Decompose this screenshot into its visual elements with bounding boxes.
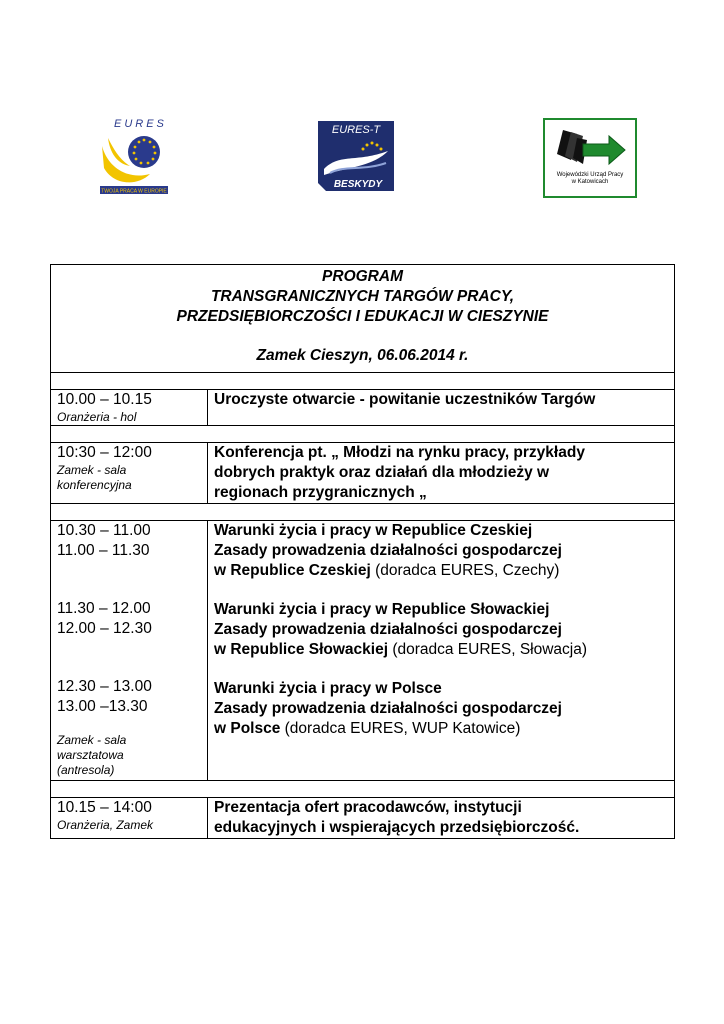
eures-t-beskydy-logo xyxy=(314,119,398,193)
program-header-row xyxy=(51,265,675,373)
spacer-row xyxy=(51,426,675,443)
time-cell xyxy=(51,798,208,839)
event-title: w Republice Słowackiej xyxy=(214,641,389,658)
event-title: Zasady prowadzenia działalności gospodarczej xyxy=(214,700,562,717)
time-text: 11.30 – 12.00 xyxy=(57,600,151,617)
event-line3: regionach przygranicznych „ xyxy=(214,484,427,501)
wup-katowice-logo xyxy=(543,118,637,198)
event-line1: Konferencja pt. „ Młodzi na rynku pracy, przykłady xyxy=(214,444,585,461)
eures-logo xyxy=(98,116,170,196)
event-note: (doradca EURES, WUP Katowice) xyxy=(280,720,521,737)
time-text: 10.30 – 11.00 xyxy=(57,522,151,539)
time-text: 12.00 – 12.30 xyxy=(57,620,152,637)
event-cell xyxy=(208,798,675,839)
time-text: 11.00 – 11.30 xyxy=(57,542,150,559)
event-title: w Polsce xyxy=(214,720,281,737)
eures-logo-tagline: TWOJA PRACA W EUROPIE xyxy=(101,188,167,195)
place-text-line3: (antresola) xyxy=(57,763,115,777)
wup-logo-line2: w Katowicach xyxy=(571,179,609,185)
time-cell xyxy=(51,390,208,426)
event-note: (doradca EURES, Czechy) xyxy=(370,562,560,579)
event-title: w Republice Czeskiej xyxy=(214,562,371,579)
program-title: PROGRAM xyxy=(322,268,403,285)
event-cell xyxy=(208,521,675,781)
spacer-row xyxy=(51,781,675,798)
program-table xyxy=(50,264,675,839)
time-cell xyxy=(51,521,208,781)
spacer-row xyxy=(51,373,675,390)
eures-t-logo-title: EURES-T xyxy=(331,124,381,136)
eures-t-logo-graphic xyxy=(314,119,398,193)
event-title: Warunki życia i pracy w Republice Słowackiej xyxy=(214,601,550,618)
time-text: 10:30 – 12:00 xyxy=(57,444,152,461)
event-title: Warunki życia i pracy w Polsce xyxy=(214,680,442,697)
time-text: 10.15 – 14:00 xyxy=(57,799,152,816)
time-text: 12.30 – 13.00 xyxy=(57,678,152,695)
wup-logo-line1: Wojewódzki Urząd Pracy xyxy=(556,172,624,178)
eures-logo-title: EURES xyxy=(114,118,167,130)
table-row xyxy=(51,390,675,426)
event-cell xyxy=(208,390,675,426)
event-note: (doradca EURES, Słowacja) xyxy=(388,641,588,658)
place-text-line1: Zamek - sala xyxy=(57,733,127,747)
time-cell xyxy=(51,443,208,504)
event-title: Zasady prowadzenia działalności gospodarczej xyxy=(214,621,562,638)
event-line1: Prezentacja ofert pracodawców, instytucji xyxy=(214,799,522,816)
spacer-row xyxy=(51,504,675,521)
place-text: Oranżeria, Zamek xyxy=(57,818,154,832)
program-subtitle-line2: PRZEDSIĘBIORCZOŚCI I EDUKACJI W CIESZYNIE xyxy=(176,308,549,325)
place-text-line2: konferencyjna xyxy=(57,478,132,492)
place-text-line2: warsztatowa xyxy=(57,748,124,762)
program-header xyxy=(51,265,675,373)
event-title: Warunki życia i pracy w Republice Czeskiej xyxy=(214,522,533,539)
place-text: Oranżeria - hol xyxy=(57,410,137,424)
logo-bar xyxy=(0,0,724,220)
event-title: Uroczyste otwarcie - powitanie uczestników Targów xyxy=(214,391,596,408)
table-row xyxy=(51,521,675,781)
time-text: 10.00 – 10.15 xyxy=(57,391,152,408)
place-text-line1: Zamek - sala xyxy=(57,463,127,477)
program-subtitle-line1: TRANSGRANICZNYCH TARGÓW PRACY, xyxy=(210,288,515,305)
table-row xyxy=(51,798,675,839)
event-line2: edukacyjnych i wspierających przedsiębiorczość. xyxy=(214,819,580,836)
eures-logo-graphic xyxy=(98,116,170,196)
program-venue-date: Zamek Cieszyn, 06.06.2014 r. xyxy=(256,347,469,364)
eures-t-logo-subtitle: BESKYDY xyxy=(333,179,383,190)
event-cell xyxy=(208,443,675,504)
event-line2: dobrych praktyk oraz działań dla młodzieży w xyxy=(214,464,550,481)
table-row xyxy=(51,443,675,504)
wup-logo-graphic xyxy=(543,118,637,198)
event-title: Zasady prowadzenia działalności gospodarczej xyxy=(214,542,562,559)
time-text: 13.00 –13.30 xyxy=(57,698,148,715)
